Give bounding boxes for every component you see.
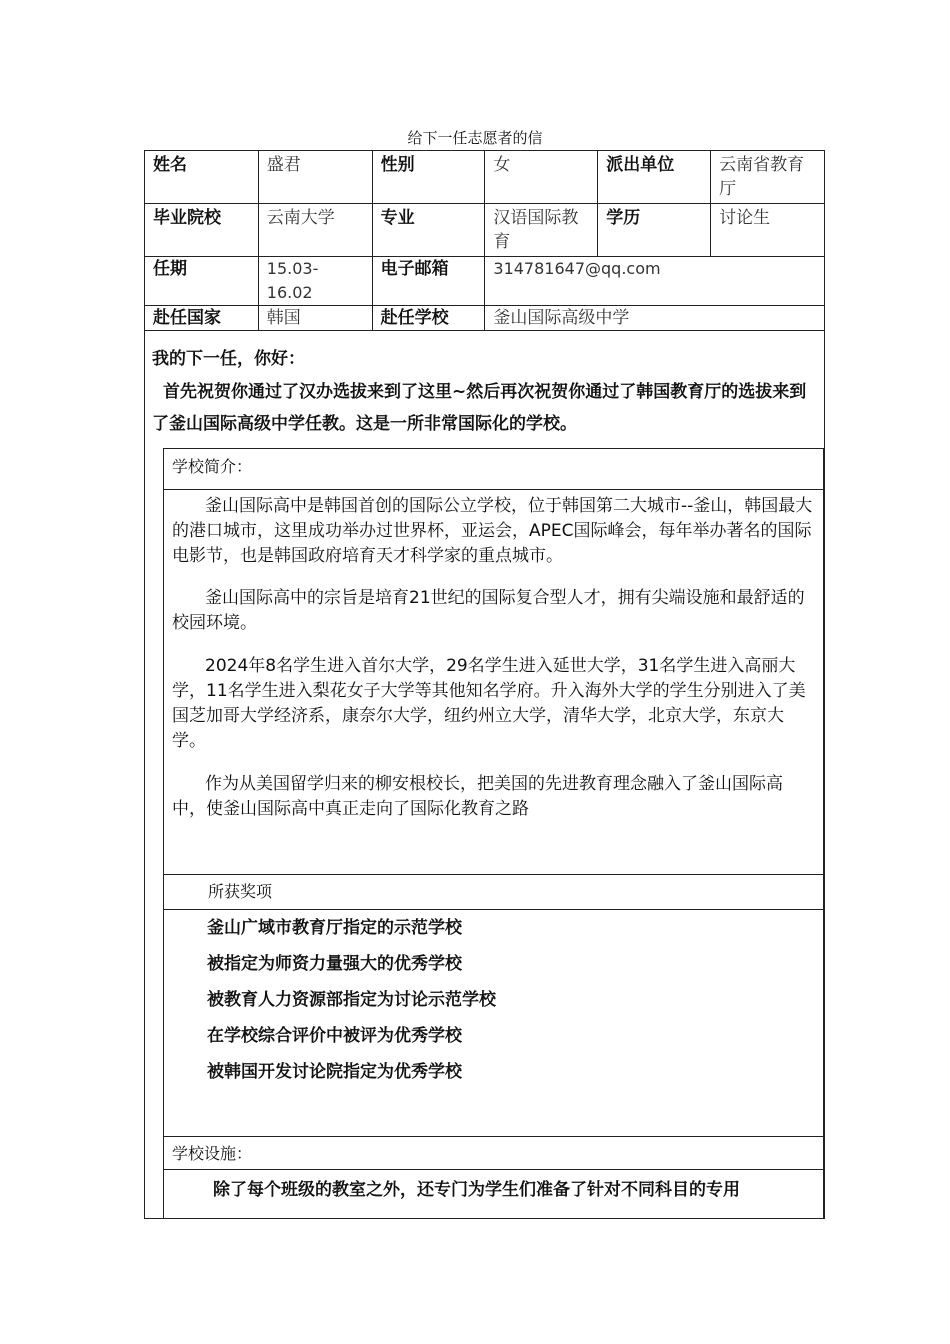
host-school-value: 釜山国际高级中学	[485, 306, 825, 331]
awards-header-box	[163, 874, 824, 910]
host-country-label: 赴任国家	[145, 306, 259, 331]
school-intro-paragraph-1: 釜山国际高中是韩国首创的国际公立学校，位于韩国第二大城市--釜山，韩国最大的港口城市，这里成功举办过世界杯，亚运会，APEC国际峰会，每年举办著名的国际电影节，也是韩国政府培育天才科学家的重点城市。	[172, 496, 813, 566]
host-school-label: 赴任学校	[372, 306, 485, 331]
award-item-1: 釜山广域市教育厅指定的示范学校	[207, 918, 462, 938]
term-label: 任期	[145, 257, 259, 306]
letter-greeting: 我的下一任，你好：	[152, 349, 305, 369]
award-item-4: 在学校综合评价中被评为优秀学校	[207, 1026, 462, 1046]
info-row-4	[145, 306, 825, 331]
gender-value: 女	[485, 151, 598, 204]
facilities-header-box	[163, 1136, 824, 1170]
graduate-school-value: 云南大学	[258, 204, 372, 257]
award-item-2: 被指定为师资力量强大的优秀学校	[207, 954, 462, 974]
gender-label: 性别	[372, 151, 485, 204]
facilities-heading: 学校设施：	[172, 1144, 253, 1163]
degree-label: 学历	[598, 204, 711, 257]
awards-heading: 所获奖项	[208, 882, 273, 901]
graduate-school-label: 毕业院校	[145, 204, 259, 257]
document-title: 给下一任志愿者的信	[407, 129, 543, 147]
letter-intro: 首先祝贺你通过了汉办选拔来到了这里~然后再次祝贺你通过了韩国教育厅的选拔来到了釜山国际高级中学任教。这是一所非常国际化的学校。	[152, 382, 807, 434]
facilities-text: 除了每个班级的教室之外，还专门为学生们准备了针对不同科目的专用	[213, 1180, 740, 1200]
major-label: 专业	[372, 204, 485, 257]
dispatch-unit-value: 云南省教育厅	[711, 151, 825, 204]
award-item-3: 被教育人力资源部指定为讨论示范学校	[207, 990, 496, 1010]
info-row-1	[145, 151, 825, 204]
degree-value: 讨论生	[711, 204, 825, 257]
info-row-2	[145, 204, 825, 257]
school-intro-paragraph-3: 2024年8名学生进入首尔大学，29名学生进入延世大学，31名学生进入高丽大学，11名学生进入梨花女子大学等其他知名学府。升入海外大学的学生分别进入了美国芝加哥大学经济系，康奈尔大学，纽约州立大学，清华大学，北京大学，东京大学。	[172, 656, 806, 751]
school-intro-paragraph-2: 釜山国际高中的宗旨是培育21世纪的国际复合型人才，拥有尖端设施和最舒适的校园环境。	[172, 588, 805, 633]
school-intro-paragraph-4: 作为从美国留学归来的柳安根校长，把美国的先进教育理念融入了釜山国际高中，使釜山国际高中真正走向了国际化教育之路	[172, 774, 783, 819]
info-row-3	[145, 257, 825, 306]
host-country-value: 韩国	[258, 306, 372, 331]
term-value: 15.03-16.02	[258, 257, 372, 306]
email-value: 314781647@qq.com	[485, 257, 825, 306]
name-label: 姓名	[145, 151, 259, 204]
name-value: 盛君	[258, 151, 372, 204]
dispatch-unit-label: 派出单位	[598, 151, 711, 204]
major-value: 汉语国际教育	[485, 204, 598, 257]
school-intro-heading: 学校简介：	[172, 457, 253, 476]
email-label: 电子邮箱	[372, 257, 485, 306]
info-table	[144, 150, 825, 331]
school-intro-header-box	[163, 448, 824, 490]
award-item-5: 被韩国开发讨论院指定为优秀学校	[207, 1062, 462, 1082]
